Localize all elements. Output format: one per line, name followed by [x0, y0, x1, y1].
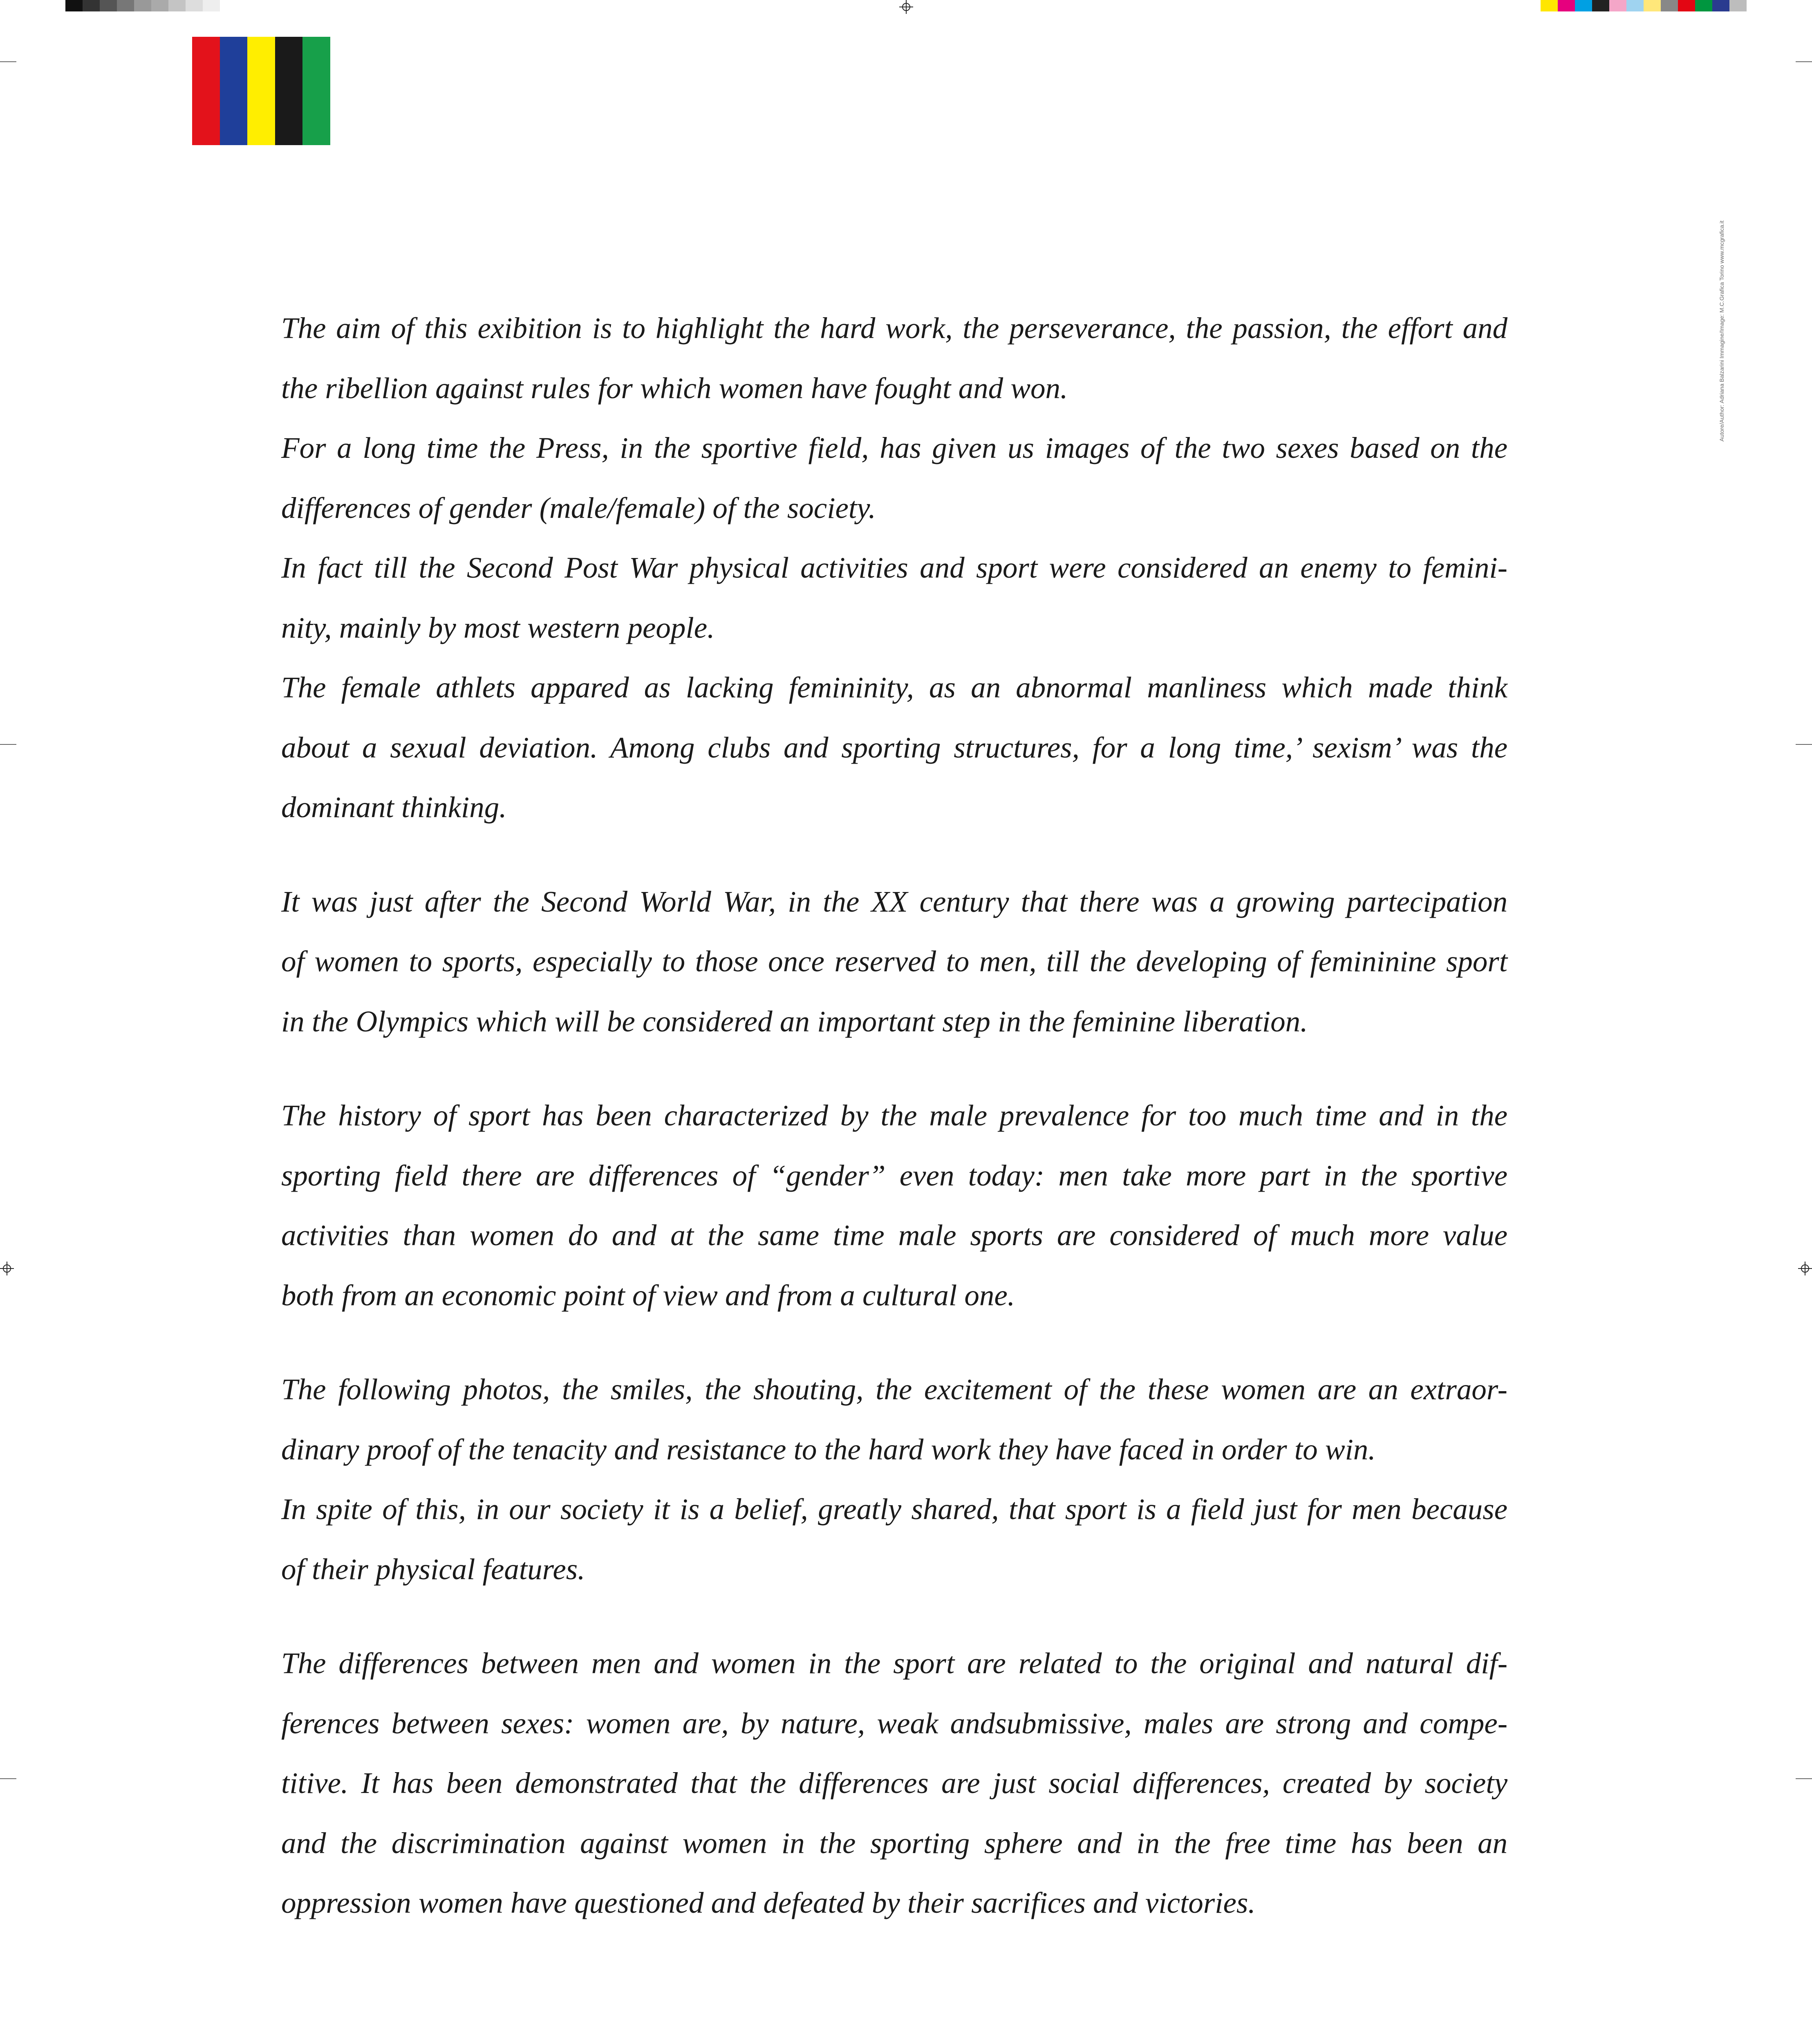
body-line: ferences between sexes: women are, by nature, weak andsubmissive, males are strong and compe- — [281, 1706, 1507, 1740]
body-line: activities than women do and at the same time male sports are considered of much more value — [281, 1219, 1507, 1252]
color-swatch — [1609, 0, 1626, 11]
gray-swatch — [186, 0, 203, 11]
registration-mark-left — [0, 1262, 14, 1275]
body-line: of women to sports, especially to those once reserved to men, till the developing of femininine sport — [281, 945, 1507, 978]
color-swatch — [1644, 0, 1661, 11]
gray-swatch — [65, 0, 83, 11]
body-line: nity, mainly by most western people. — [281, 611, 715, 644]
body-line: The following photos, the smiles, the shouting, the excitement of the these women are an extraor- — [281, 1373, 1507, 1406]
grayscale-color-bar — [65, 0, 220, 11]
body-line: The history of sport has been characterized by the male prevalence for too much time and in the — [281, 1099, 1507, 1132]
crop-mark — [0, 61, 16, 62]
olympic-stripe — [275, 37, 303, 145]
gray-swatch — [151, 0, 168, 11]
gray-swatch — [168, 0, 186, 11]
body-line: both from an economic point of view and from a cultural one. — [281, 1278, 1015, 1312]
olympic-stripe — [192, 37, 220, 145]
body-paragraph — [281, 872, 1507, 1052]
gray-swatch — [117, 0, 134, 11]
color-swatch — [1661, 0, 1678, 11]
body-line: dinary proof of the tenacity and resistance to the hard work they have faced in order to win. — [281, 1432, 1376, 1466]
body-line: of their physical features. — [281, 1552, 585, 1586]
color-swatch — [1678, 0, 1695, 11]
body-line: For a long time the Press, in the sportive field, has given us images of the two sexes based on the — [281, 431, 1507, 464]
credit-line: Autore/Author: Adriana Balzarini Immagine/Image: M.C.Grafica Torino www.mcgrafica.it — [1718, 220, 1725, 442]
body-line: In fact till the Second Post War physical activities and sport were considered an enemy to femini- — [281, 551, 1507, 584]
body-line: It was just after the Second World War, in the XX century that there was a growing partecipation — [281, 885, 1507, 918]
gray-swatch — [83, 0, 100, 11]
body-line: The aim of this exibition is to highlight the hard work, the perseverance, the passion, the effort and — [281, 312, 1507, 345]
body-line: titive. It has been demonstrated that the differences are just social differences, created by society — [281, 1766, 1507, 1800]
olympic-stripe — [302, 37, 330, 145]
olympic-stripe — [220, 37, 248, 145]
body-line: dominant thinking. — [281, 791, 507, 824]
body-line: in the Olympics which will be considered an important step in the feminine liberation. — [281, 1004, 1308, 1038]
crop-mark — [1796, 61, 1812, 62]
crop-mark — [0, 744, 16, 745]
color-swatch — [1712, 0, 1729, 11]
cmyk-color-bar — [1541, 0, 1747, 11]
color-swatch — [1695, 0, 1712, 11]
color-swatch — [1592, 0, 1609, 11]
credit-line-wrap — [1718, 131, 1737, 442]
body-line: oppression women have questioned and defeated by their sacrifices and victories. — [281, 1886, 1256, 1919]
olympic-stripe — [247, 37, 275, 145]
body-line: sporting field there are differences of “gender” even today: men take more part in the sportive — [281, 1159, 1507, 1192]
crop-mark — [1796, 744, 1812, 745]
color-swatch — [1541, 0, 1558, 11]
olympic-color-stripes — [192, 37, 330, 145]
gray-swatch — [100, 0, 117, 11]
gray-swatch — [203, 0, 220, 11]
crop-mark — [0, 1778, 16, 1779]
body-line: the ribellion against rules for which women have fought and won. — [281, 371, 1068, 405]
body-line: The female athlets appared as lacking femininity, as an abnormal manliness which made think — [281, 671, 1507, 704]
body-line: In spite of this, in our society it is a belief, greatly shared, that sport is a field just for men because — [281, 1493, 1507, 1526]
body-paragraph — [281, 298, 1507, 838]
body-line: about a sexual deviation. Among clubs and sporting structures, for a long time,’ sexism’ was the — [281, 731, 1507, 764]
body-line: differences of gender (male/female) of the society. — [281, 491, 876, 524]
body-line: The differences between men and women in the sport are related to the original and natural dif- — [281, 1647, 1507, 1680]
registration-mark-right — [1798, 1262, 1812, 1275]
color-swatch — [1575, 0, 1592, 11]
body-paragraph — [281, 1086, 1507, 1325]
crop-mark — [1796, 1778, 1812, 1779]
body-paragraph — [281, 1634, 1507, 1933]
body-paragraph — [281, 1360, 1507, 1599]
color-swatch — [1558, 0, 1575, 11]
color-swatch — [1626, 0, 1644, 11]
body-line: and the discrimination against women in the sporting sphere and in the free time has been an — [281, 1826, 1507, 1860]
color-swatch — [1729, 0, 1747, 11]
gray-swatch — [134, 0, 151, 11]
registration-mark-top — [899, 0, 913, 14]
body-text — [281, 298, 1507, 1968]
